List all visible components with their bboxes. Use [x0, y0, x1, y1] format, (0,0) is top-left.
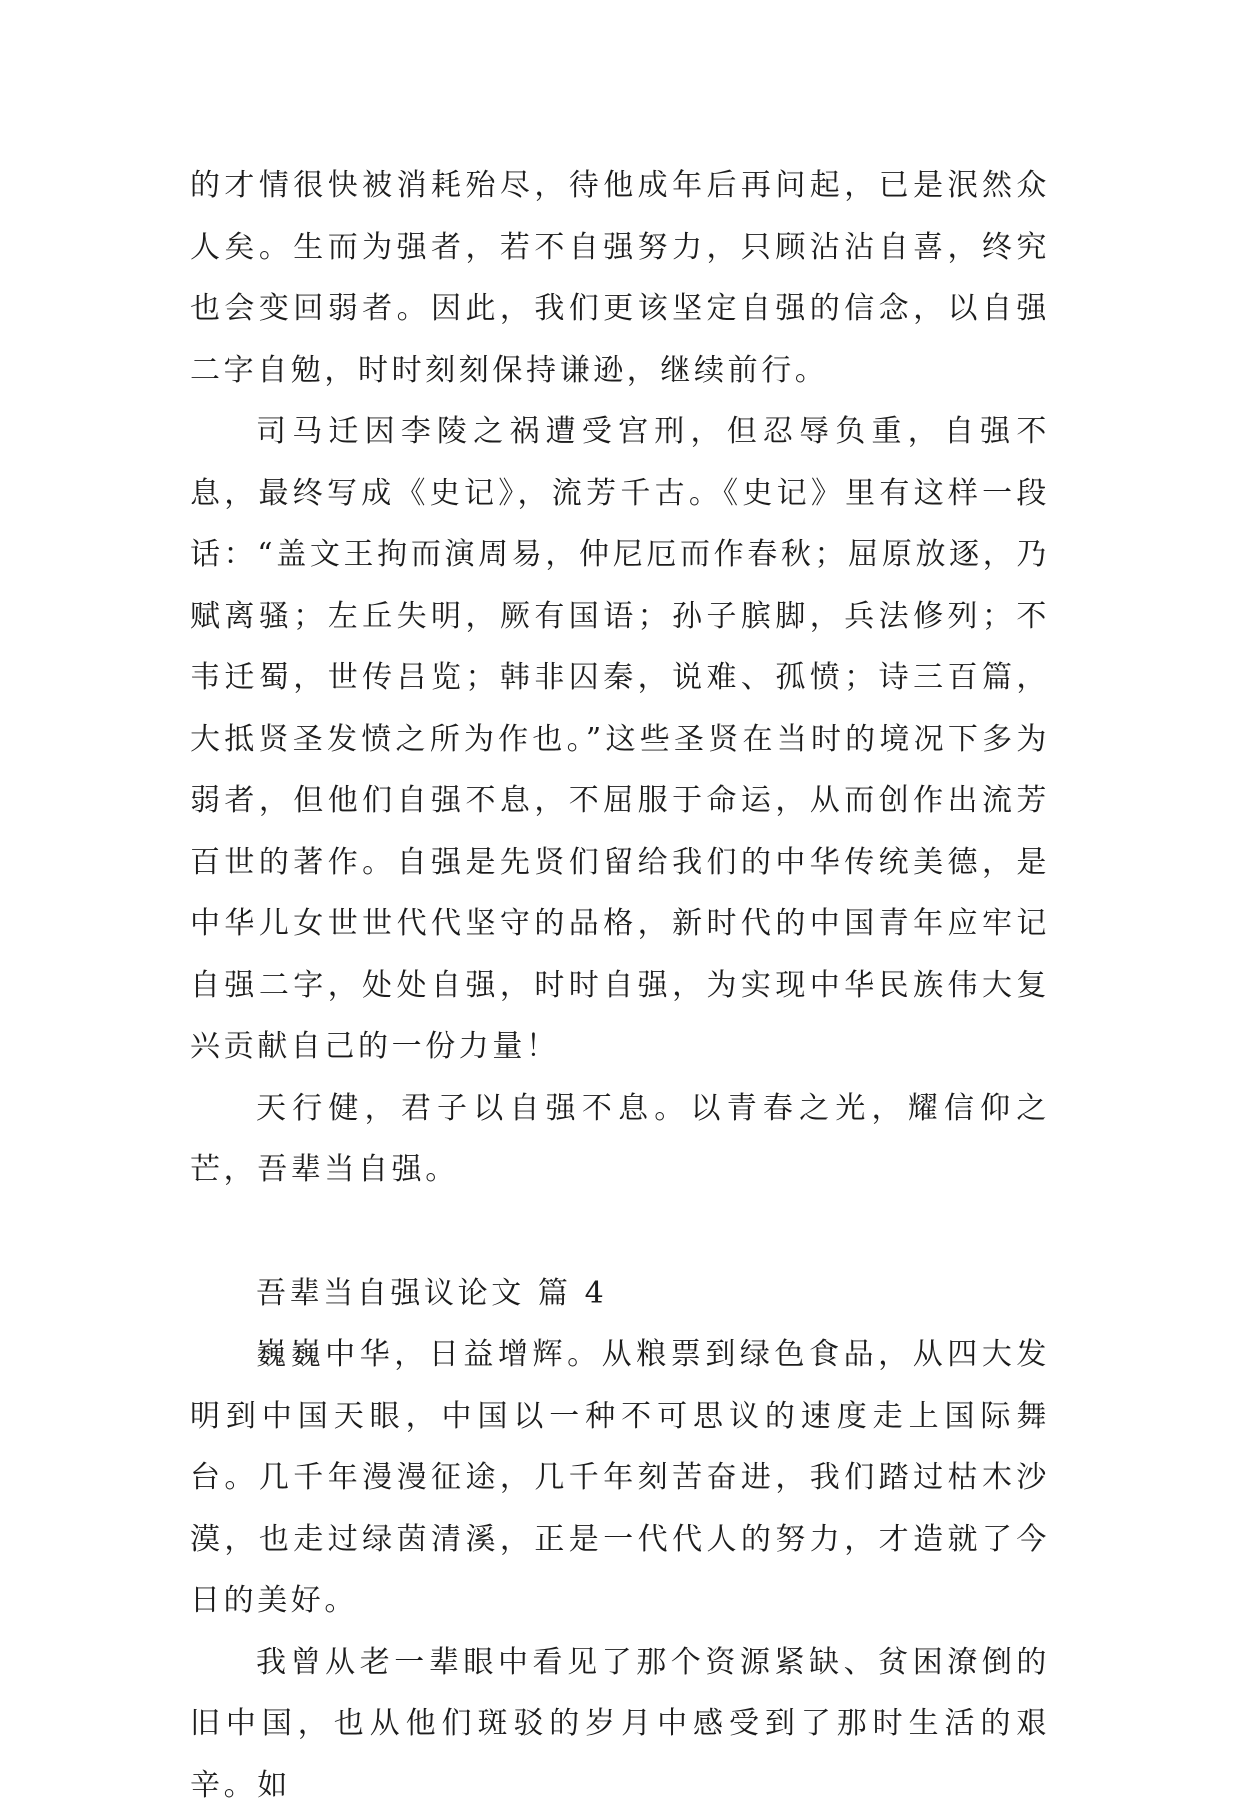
- section-heading: 吾辈当自强议论文 篇 4: [190, 1263, 1050, 1325]
- paragraph-old-generation: 我曾从老一辈眼中看见了那个资源紧缺、贫困潦倒的旧中国，也从他们斑驳的岁月中感受到了那时生活的艰辛。如: [190, 1632, 1050, 1816]
- document-body: [190, 155, 1050, 1816]
- section-spacer: [190, 1201, 1050, 1263]
- paragraph-conclusion: 天行健，君子以自强不息。以青春之光，耀信仰之芒，吾辈当自强。: [190, 1078, 1050, 1201]
- paragraph-sima-qian: 司马迁因李陵之祸遭受宫刑，但忍辱负重，自强不息，最终写成《史记》，流芳千古。《史记》里有这样一段话：“盖文王拘而演周易，仲尼厄而作春秋；屈原放逐，乃赋离骚；左丘失明，厥有国语；孙子膑脚，兵法修列；不韦迁蜀，世传吕览；韩非囚秦，说难、孤愤；诗三百篇，大抵贤圣发愤之所为作也。”这些圣贤在当时的境况下多为弱者，但他们自强不息，不屈服于命运，从而创作出流芳百世的著作。自强是先贤们留给我们的中华传统美德，是中华儿女世世代代坚守的品格，新时代的中国青年应牢记自强二字，处处自强，时时自强，为实现中华民族伟大复兴贡献自己的一份力量！: [190, 401, 1050, 1078]
- paragraph-china-rising: 巍巍中华，日益增辉。从粮票到绿色食品，从四大发明到中国天眼，中国以一种不可思议的速度走上国际舞台。几千年漫漫征途，几千年刻苦奋进，我们踏过枯木沙漠，也走过绿茵清溪，正是一代代人的努力，才造就了今日的美好。: [190, 1324, 1050, 1632]
- paragraph-continuation: 的才情很快被消耗殆尽，待他成年后再问起，已是泯然众人矣。生而为强者，若不自强努力，只顾沾沾自喜，终究也会变回弱者。因此，我们更该坚定自强的信念，以自强二字自勉，时时刻刻保持谦逊，继续前行。: [190, 155, 1050, 401]
